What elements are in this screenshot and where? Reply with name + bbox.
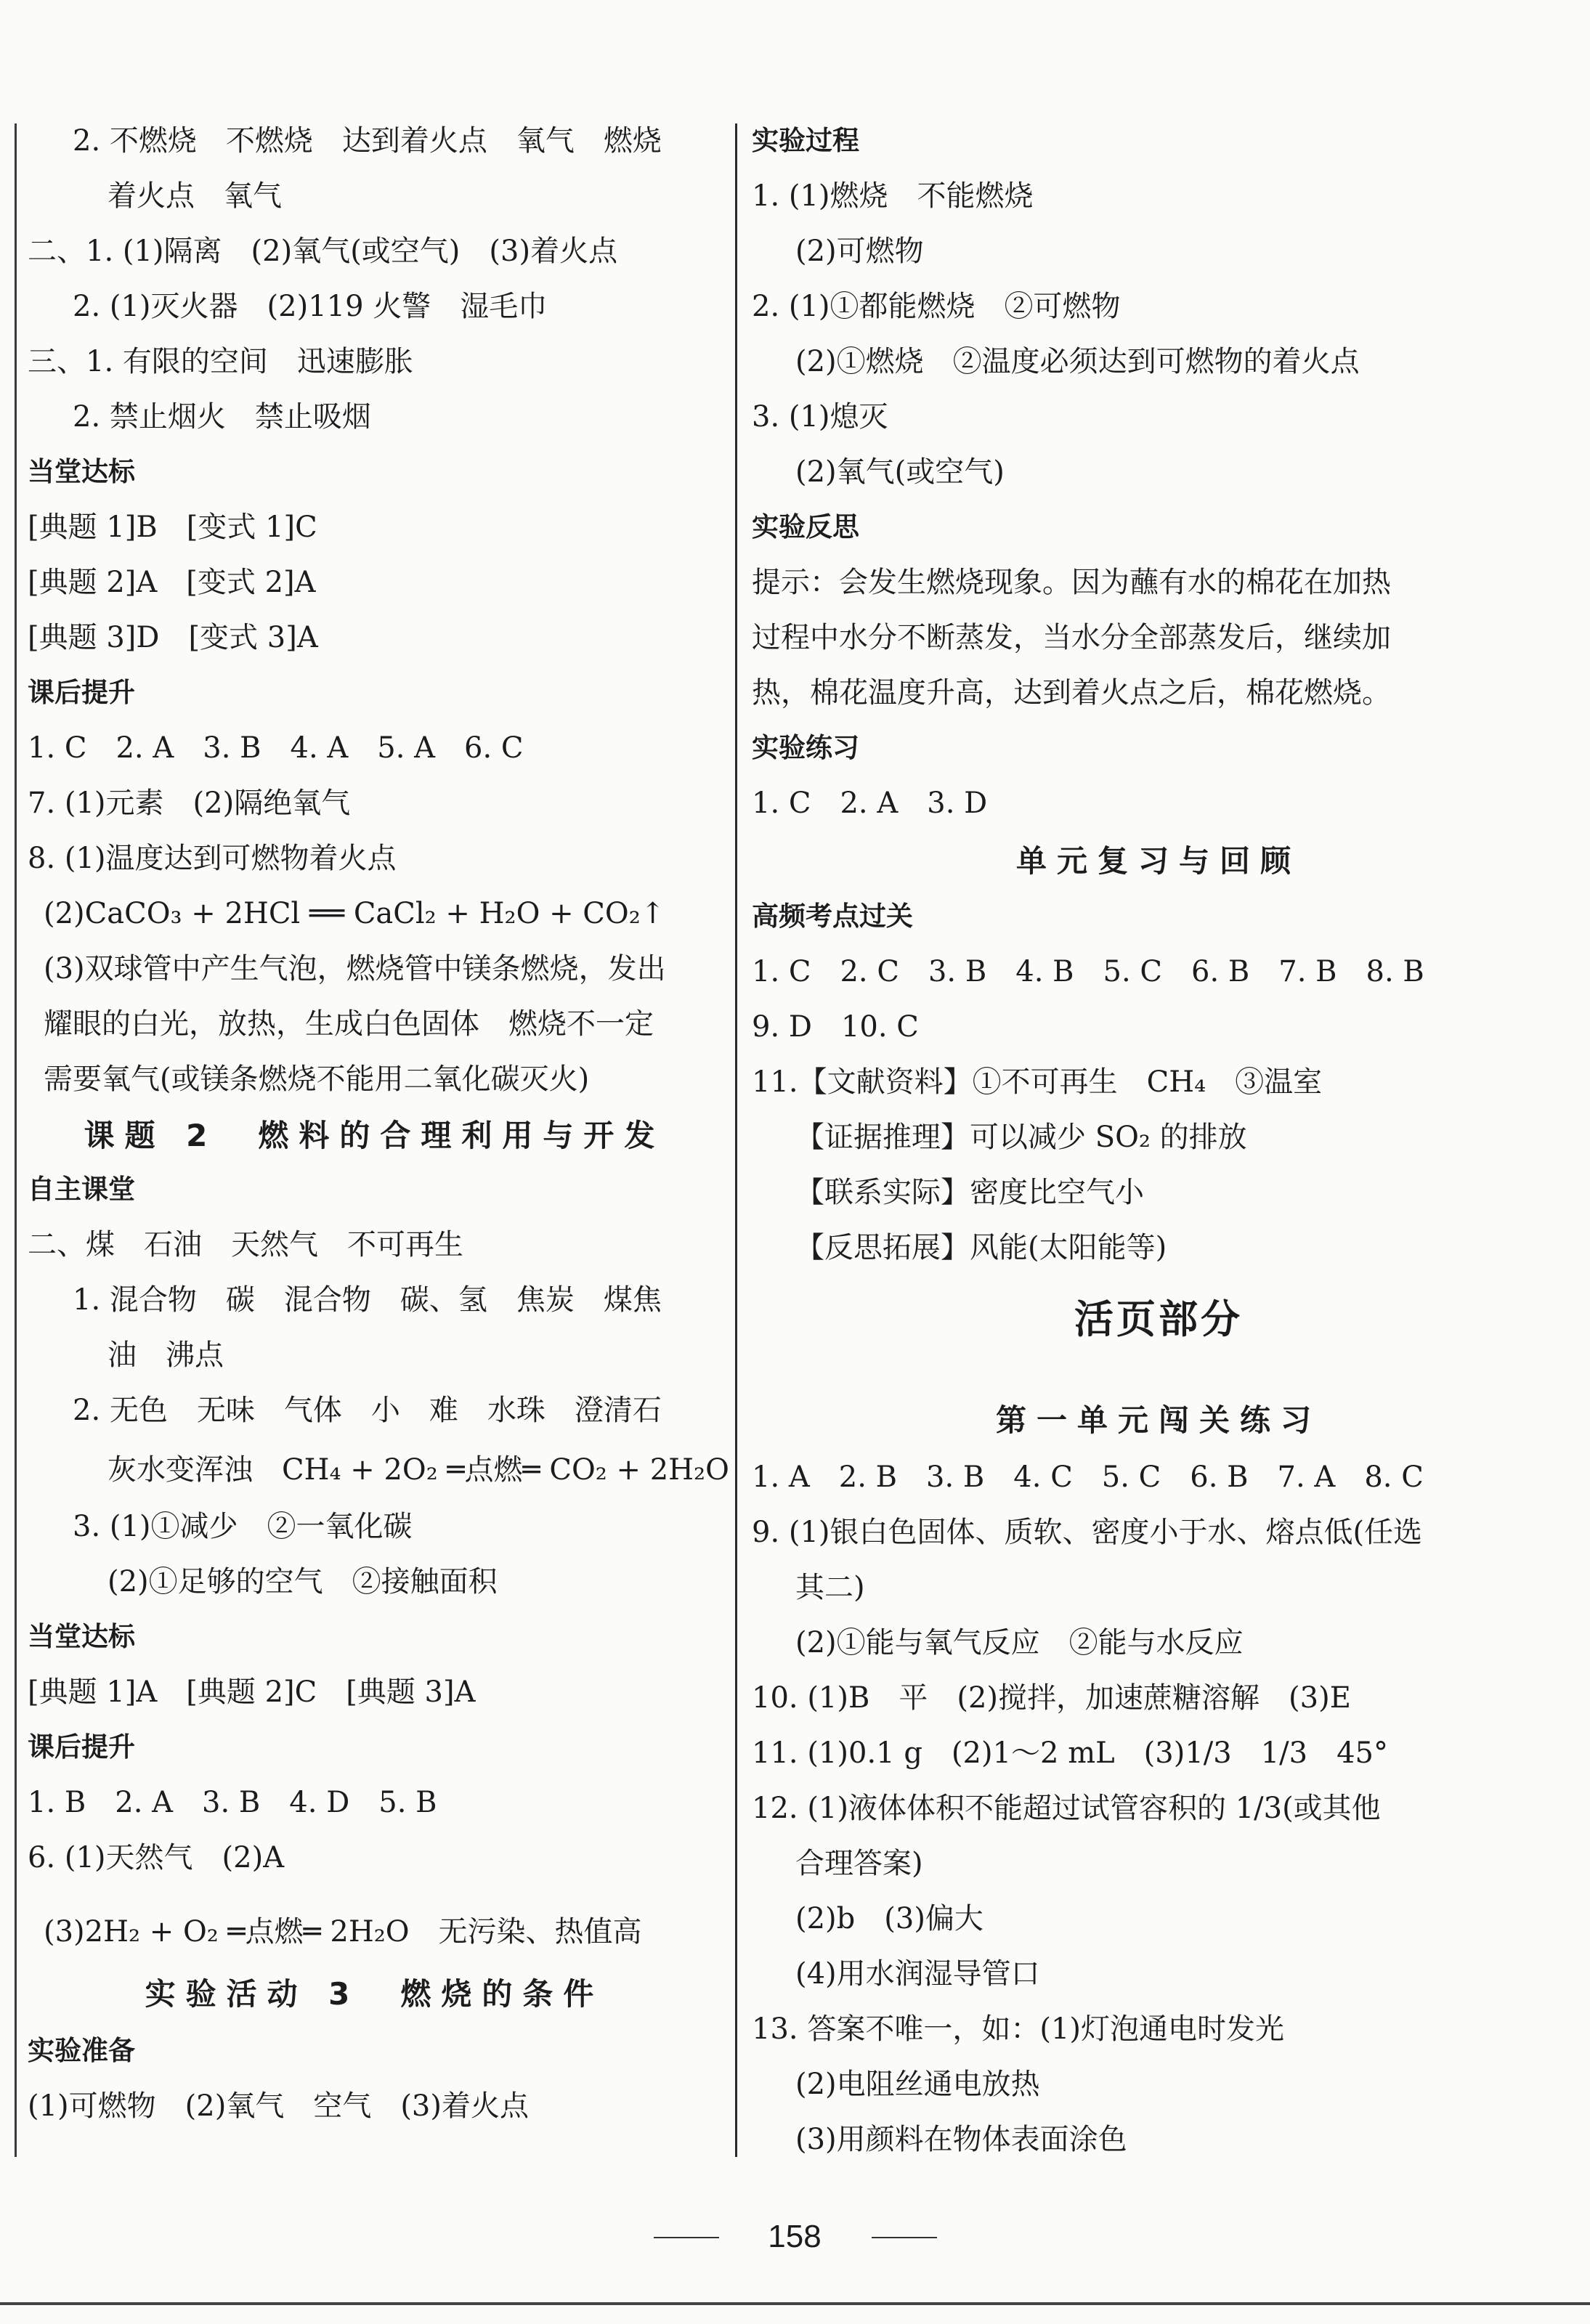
answer-line: 1. C 2. C 3. B 4. B 5. C 6. B 7. B 8. B — [752, 955, 1424, 988]
answer-line: (1)可燃物 (2)氧气 空气 (3)着火点 — [28, 2089, 529, 2123]
answer-line: 耀眼的白光，放热，生成白色固体 燃烧不一定 — [44, 1007, 654, 1041]
answer-line: 1. A 2. B 3. B 4. C 5. C 6. B 7. A 8. C — [752, 1460, 1424, 1494]
answer-line: 【证据推理】可以减少 SO₂ 的排放 — [795, 1121, 1247, 1154]
answer-line: 13. 答案不唯一，如：(1)灯泡通电时发光 — [752, 2012, 1284, 2046]
answer-line: 【反思拓展】风能(太阳能等) — [795, 1231, 1167, 1264]
section-heading: 实验准备 — [28, 2035, 135, 2066]
answer-line: 【联系实际】密度比空气小 — [795, 1176, 1144, 1209]
section-heading: 课后提升 — [28, 1731, 135, 1763]
section-heading: 课后提升 — [28, 677, 135, 708]
answer-line: 9. (1)银白色固体、质软、密度小于水、熔点低(任选 — [752, 1516, 1423, 1549]
answer-line: (2)氧气(或空气) — [795, 455, 1005, 489]
chapter-title: 课题 2 燃料的合理利用与开发 — [84, 1118, 665, 1153]
chapter-title: 单元复习与回顾 — [1015, 843, 1301, 879]
answer-line: 10. (1)B 平 (2)搅拌，加速蔗糖溶解 (3)E — [752, 1681, 1351, 1715]
chapter-title: 第一单元闯关练习 — [995, 1402, 1321, 1438]
answer-line: (4)用水润湿导管口 — [795, 1957, 1040, 1991]
answer-line: [典题 1]A [典题 2]C [典题 3]A — [28, 1675, 476, 1709]
answer-line: 过程中水分不断蒸发，当水分全部蒸发后，继续加 — [752, 621, 1391, 654]
answer-line: 2. 无色 无味 气体 小 难 水珠 澄清石 — [73, 1394, 662, 1427]
answer-line: 9. D 10. C — [752, 1010, 919, 1044]
answer-line: 11.【文献资料】①不可再生 CH₄ ③温室 — [752, 1065, 1323, 1099]
section-heading: 高频考点过关 — [752, 901, 913, 932]
answer-line: 其二) — [795, 1571, 865, 1604]
answer-line: 1. C 2. A 3. B 4. A 5. A 6. C — [28, 731, 524, 765]
section-heading: 实验反思 — [752, 511, 859, 543]
answer-line: 8. (1)温度达到可燃物着火点 — [28, 842, 397, 875]
answer-line: 灰水变浑浊 CH₄ + 2O₂ ═点燃═ CO₂ + 2H₂O — [108, 1453, 729, 1487]
section-heading: 自主课堂 — [28, 1174, 135, 1205]
section-heading: 实验过程 — [752, 125, 859, 156]
answer-line: 需要氧气(或镁条燃烧不能用二氧化碳灭火) — [44, 1063, 590, 1096]
section-heading: 实验练习 — [752, 732, 859, 763]
answer-line: 2. (1)①都能燃烧 ②可燃物 — [752, 290, 1121, 323]
section-heading: 当堂达标 — [28, 456, 135, 487]
answer-line: [典题 2]A [变式 2]A — [28, 566, 316, 599]
answer-line: 油 沸点 — [108, 1338, 224, 1372]
answer-line: 1. (1)燃烧 不能燃烧 — [752, 179, 1034, 213]
page-number: 158 — [768, 2219, 822, 2254]
answer-line: 二、1. (1)隔离 (2)氧气(或空气) (3)着火点 — [28, 235, 618, 268]
answer-line: (2)CaCO₃ + 2HCl ══ CaCl₂ + H₂O + CO₂↑ — [44, 897, 665, 930]
answer-line: 着火点 氧气 — [108, 179, 282, 213]
answer-line: 三、1. 有限的空间 迅速膨胀 — [28, 345, 413, 378]
answer-line: [典题 3]D [变式 3]A — [28, 621, 318, 654]
answer-line: 11. (1)0.1 g (2)1～2 mL (3)1/3 1/3 45° — [752, 1736, 1388, 1770]
answer-line: (2)b (3)偏大 — [795, 1902, 983, 1935]
answer-line: 3. (1)熄灭 — [752, 400, 888, 434]
answer-line: 2. 不燃烧 不燃烧 达到着火点 氧气 燃烧 — [73, 124, 662, 158]
answer-line: (2)电阻丝通电放热 — [795, 2068, 1040, 2101]
left-edge-line — [15, 123, 17, 2157]
answer-line: 二、煤 石油 天然气 不可再生 — [28, 1228, 463, 1261]
answer-line: 12. (1)液体体积不能超过试管容积的 1/3(或其他 — [752, 1792, 1381, 1825]
answer-line: (2)①能与氧气反应 ②能与水反应 — [795, 1626, 1244, 1659]
answer-line: 合理答案) — [795, 1847, 923, 1880]
answer-line: 1. 混合物 碳 混合物 碳、氢 焦炭 煤焦 — [73, 1283, 662, 1317]
answer-line: 热，棉花温度升高，达到着火点之后，棉花燃烧。 — [752, 676, 1391, 710]
chapter-title: 活页部分 — [1074, 1296, 1243, 1342]
bottom-rule — [0, 2302, 1590, 2305]
answer-line: 1. B 2. A 3. B 4. D 5. B — [28, 1786, 437, 1819]
answer-line: (2)①燃烧 ②温度必须达到可燃物的着火点 — [795, 345, 1360, 378]
column-divider — [735, 123, 737, 2157]
answer-line: (3)双球管中产生气泡，燃烧管中镁条燃烧，发出 — [44, 952, 666, 986]
answer-line: 提示：会发生燃烧现象。因为蘸有水的棉花在加热 — [752, 566, 1391, 599]
page-number-rule-right — [872, 2237, 937, 2238]
answer-line: 7. (1)元素 (2)隔绝氧气 — [28, 787, 351, 820]
answer-line: 2. (1)灭火器 (2)119 火警 湿毛巾 — [73, 290, 548, 323]
answer-line: [典题 1]B [变式 1]C — [28, 511, 317, 544]
answer-line: (2)①足够的空气 ②接触面积 — [108, 1565, 498, 1598]
answer-line: 2. 禁止烟火 禁止吸烟 — [73, 400, 371, 434]
answer-line: (2)可燃物 — [795, 235, 924, 268]
answer-line: 6. (1)天然气 (2)A — [28, 1841, 285, 1874]
answer-line: (3)用颜料在物体表面涂色 — [795, 2123, 1127, 2156]
answer-line: (3)2H₂ + O₂ ═点燃═ 2H₂O 无污染、热值高 — [44, 1915, 642, 1949]
chapter-title: 实验活动 3 燃烧的条件 — [145, 1976, 604, 2012]
answer-line: 3. (1)①减少 ②一氧化碳 — [73, 1510, 413, 1543]
answer-line: 1. C 2. A 3. D — [752, 787, 988, 820]
section-heading: 当堂达标 — [28, 1621, 135, 1652]
